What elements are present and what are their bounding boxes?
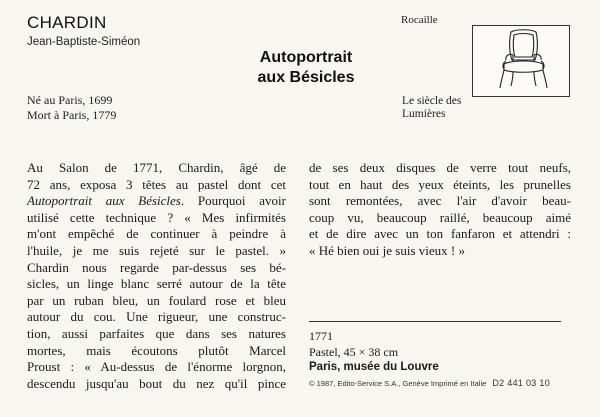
- text-line: tion, aussi parfaites que dans ses natures: [27, 325, 286, 341]
- era-label: [402, 95, 461, 121]
- copyright-text: © 1987, Edito-Service S.A., Genève Imprimé en Italie: [309, 379, 487, 388]
- text-line: autour du cou. Une rigueur, une construc-: [27, 309, 286, 325]
- artwork-title-line1: Autoportrait: [259, 49, 353, 66]
- text-line: « Hé bien oui je suis vieux ! »: [309, 242, 465, 258]
- artwork-title-line2: aux Bésicles: [257, 69, 355, 86]
- text-line: tout en haut des yeux éteints, les prunelles: [309, 176, 571, 192]
- era-line1: Le siècle des: [402, 95, 462, 107]
- artwork-location: Paris, musée du Louvre: [309, 361, 439, 373]
- text-line: sicles, un linge blanc serré autour de la tête: [27, 276, 286, 292]
- artist-life-dates: [27, 93, 116, 123]
- text-line: de ses deux disques de verre tout neufs,: [309, 160, 571, 175]
- text-line: descendu jusqu'au bout du nez qu'il pince: [27, 375, 286, 391]
- era-line2: Lumières: [402, 108, 446, 120]
- text-line: l'huile, je me suis rejeté sur le pastel. »: [27, 242, 286, 258]
- text-line: 72 ans, exposa 3 têtes au pastel dont cet: [27, 176, 286, 192]
- text-line: Chardin nous regarde par-dessus ses bé-: [27, 259, 286, 275]
- artwork-year: 1771: [309, 329, 333, 343]
- description-left-column: [27, 160, 286, 392]
- style-label: Rocaille: [401, 14, 438, 26]
- artist-last-name: CHARDIN: [27, 13, 107, 32]
- armchair-icon: [472, 25, 570, 97]
- text-line: par un ruban bleu, un foulard rose et bleu: [27, 292, 286, 308]
- text-line: m'ont empêché de continuer à peindre à: [27, 226, 286, 242]
- text-line: mortes, mais écoutons plutôt Marcel: [27, 342, 286, 358]
- text-line: utilisé cette technique ? « Mes infirmités: [27, 209, 286, 225]
- description-right-column: [309, 160, 571, 260]
- text-line: sont remontées, avec l'air d'avoir beau-: [309, 193, 571, 209]
- divider: [309, 321, 561, 322]
- death-info: Mort à Paris, 1779: [27, 108, 117, 122]
- text-line: Au Salon de 1771, Chardin, âgé de: [27, 160, 286, 175]
- text-line: et de dire avec un ton fanfaron et attendri :: [309, 226, 571, 242]
- footer: [309, 378, 550, 388]
- artwork-medium: Pastel, 45 × 38 cm: [309, 345, 399, 359]
- artwork-title: [226, 48, 386, 88]
- text-line: coup vu, beaucoup raillé, beaucoup aimé: [309, 209, 571, 225]
- text-line: Proust : « Au-dessus de l'énorme lorgnon,: [27, 359, 286, 375]
- birth-info: Né au Paris, 1699: [27, 93, 113, 107]
- reference-code: D2 441 03 10: [492, 378, 551, 388]
- artist-first-names: Jean-Baptiste-Siméon: [27, 36, 141, 48]
- text-line: Autoportrait aux Bésicles. Pourquoi avoir: [27, 193, 286, 209]
